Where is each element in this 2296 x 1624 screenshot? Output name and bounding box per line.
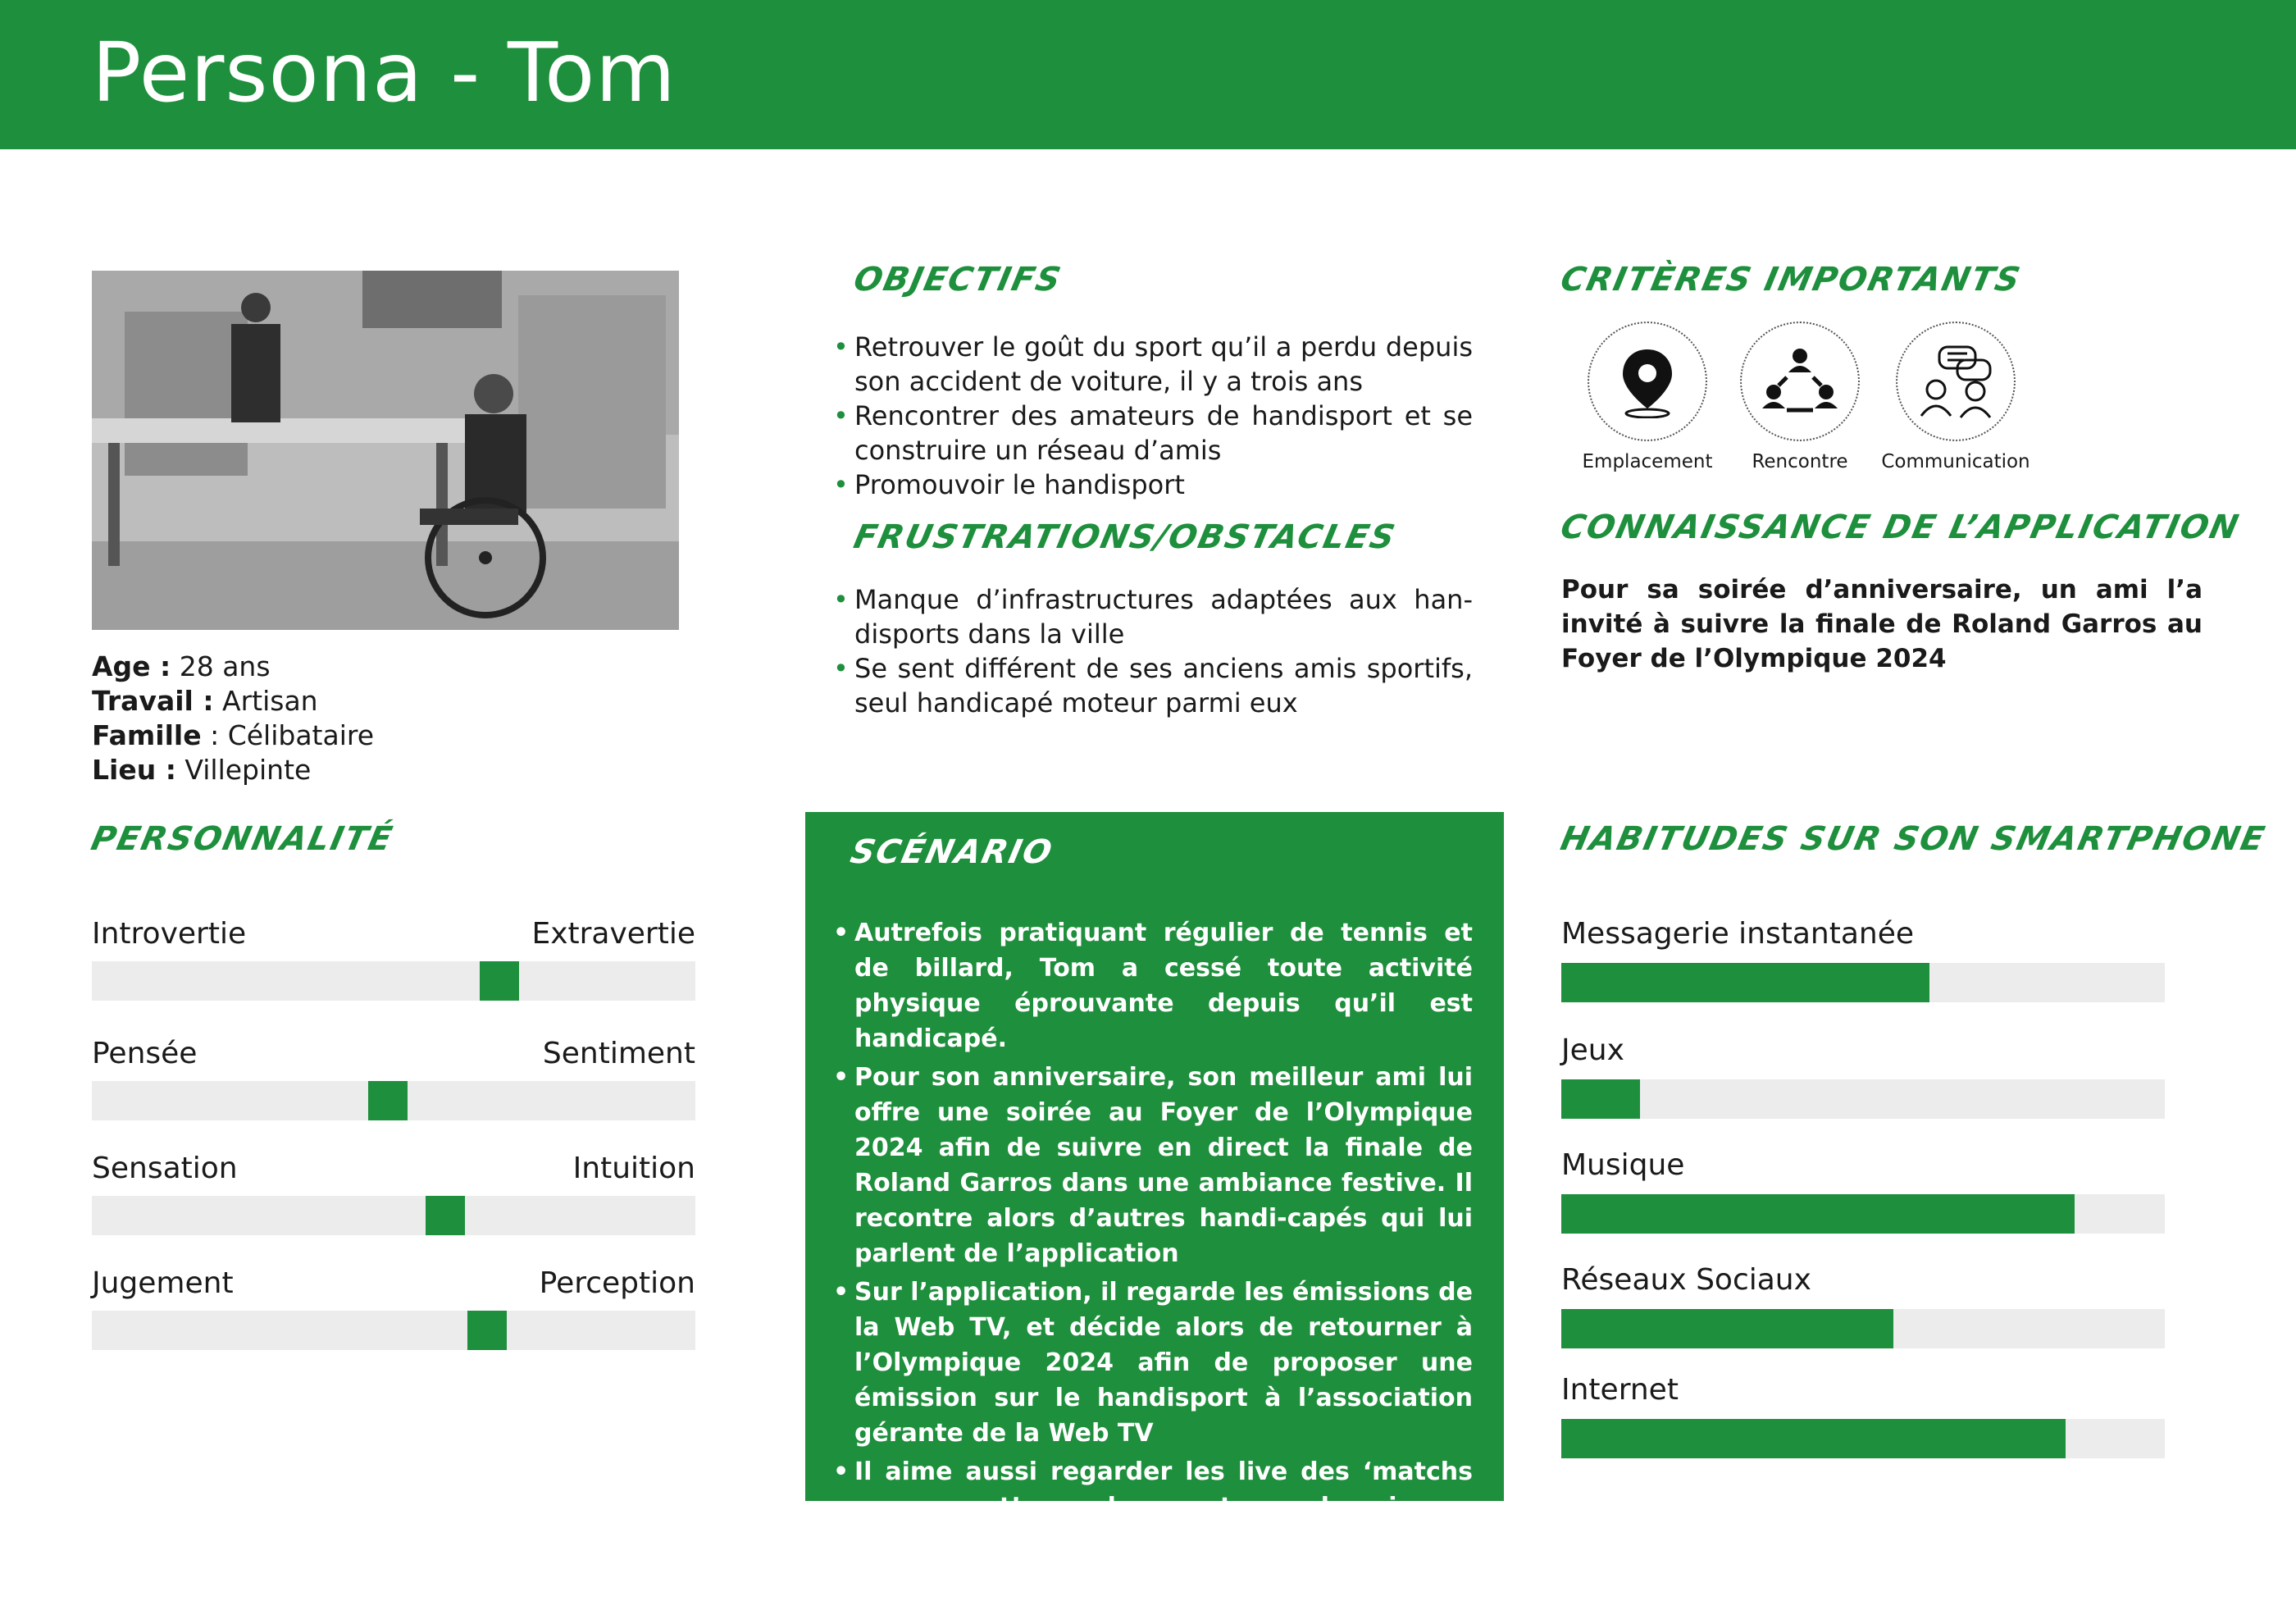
objectifs-list [833,330,1473,502]
frustrations-list [833,582,1473,720]
conversation-icon [1896,322,2016,441]
people-network-icon [1740,322,1860,441]
profile-facts [92,650,374,787]
scale-marker [467,1311,507,1350]
header-banner [0,0,2296,149]
list-item: • Pour son anniversaire, son meilleur ami lui offre une soirée au Foyer de l’Olympique 2024 afin de suivre en direct la finale de Roland Garros dans une ambiance festive. Il recontre alors d’autres handi-capés qui lui parlent de l’application [833,1060,1473,1271]
list-item: • Il aime aussi regarder les live des ‘matchs au sommet’ pour les sports paralympiques, matchs souvent trop peu retranscrits sur les chaines de té-lévisions. [833,1454,1473,1595]
habit-fill [1561,1079,1640,1119]
habit-reseaux-sociaux: Réseaux Sociaux [1561,1263,2165,1353]
location-pin-icon [1588,322,1707,441]
fact-age: Age : 28 ans [92,650,271,682]
persona-photo [92,271,679,630]
scale-track [92,1311,695,1350]
habit-internet: Internet [1561,1373,2165,1463]
scale-marker [368,1081,408,1120]
critere-rencontre: Rencontre [1738,322,1861,472]
scale-sensation-intuition: Sensation Intuition [92,1152,695,1234]
personnalite-heading: PERSONNALITÉ [88,820,398,858]
habit-fill [1561,1194,2075,1234]
objectifs-heading: OBJECTIFS [850,261,1066,299]
list-item: • Retrouver le goût du sport qu’il a perdu depuis son accident de voiture, il y a trois ans [833,330,1473,399]
habit-messagerie: Messagerie instantanée [1561,917,2165,1007]
connaissance-heading: CONNAISSANCE DE L’APPLICATION [1557,509,2244,546]
habit-musique: Musique [1561,1148,2165,1239]
habitudes-heading: HABITUDES SUR SON SMARTPHONE [1557,820,2270,858]
list-item: • Manque d’infrastructures adaptées aux han-disports dans la ville [833,582,1473,651]
connaissance-text: Pour sa soirée d’anniversaire, un ami l’a invité à suivre la finale de Roland Garros au Foyer de l’Olympique 2024 [1561,575,2203,673]
critere-communication: Communication [1894,322,2017,472]
photo-workshop-wheelchair [92,271,679,630]
habit-fill [1561,1309,1893,1348]
criteres-heading: CRITÈRES IMPORTANTS [1557,261,2025,299]
fact-work: Travail : Artisan [92,685,318,717]
list-item: • Promouvoir le handisport [833,468,1473,502]
habit-track [1561,1419,2165,1458]
scale-marker [480,961,519,1001]
habit-track [1561,1309,2165,1348]
page-title: Persona - Tom [92,25,676,121]
fact-family: Famille : Célibataire [92,719,375,751]
habit-jeux: Jeux [1561,1033,2165,1124]
scale-track [92,1081,695,1120]
scale-pensee-sentiment: Pensée Sentiment [92,1037,695,1119]
scale-jugement-perception: Jugement Perception [92,1266,695,1348]
scale-introvertie-extravertie: Introvertie Extravertie [92,917,695,999]
scenario-heading: SCÉNARIO [847,833,1057,871]
list-item: • Rencontrer des amateurs de handisport et se construire un réseau d’amis [833,399,1473,468]
scale-track [92,1196,695,1235]
fact-location: Lieu : Villepinte [92,754,312,786]
habit-track [1561,963,2165,1002]
habit-track [1561,1194,2165,1234]
critere-emplacement: Emplacement [1586,322,1709,472]
habit-fill [1561,963,1929,1002]
list-item: • Sur l’application, il regarde les émissions de la Web TV, et décide alors de retourner à l’Olympique 2024 afin de proposer une émission sur le handisport à l’association gérante de la Web TV [833,1275,1473,1451]
scenario-list [833,915,1473,1599]
frustrations-heading: FRUSTRATIONS/OBSTACLES [850,518,1400,556]
list-item: • Se sent différent de ses anciens amis sportifs, seul handicapé moteur parmi eux [833,651,1473,720]
scenario-box [805,812,1504,1592]
scale-marker [426,1196,465,1235]
habit-track [1561,1079,2165,1119]
list-item: • Autrefois pratiquant régulier de tennis et de billard, Tom a cessé toute activité physique éprouvante depuis qu’il est handicapé. [833,915,1473,1056]
scale-track [92,961,695,1001]
habit-fill [1561,1419,2066,1458]
